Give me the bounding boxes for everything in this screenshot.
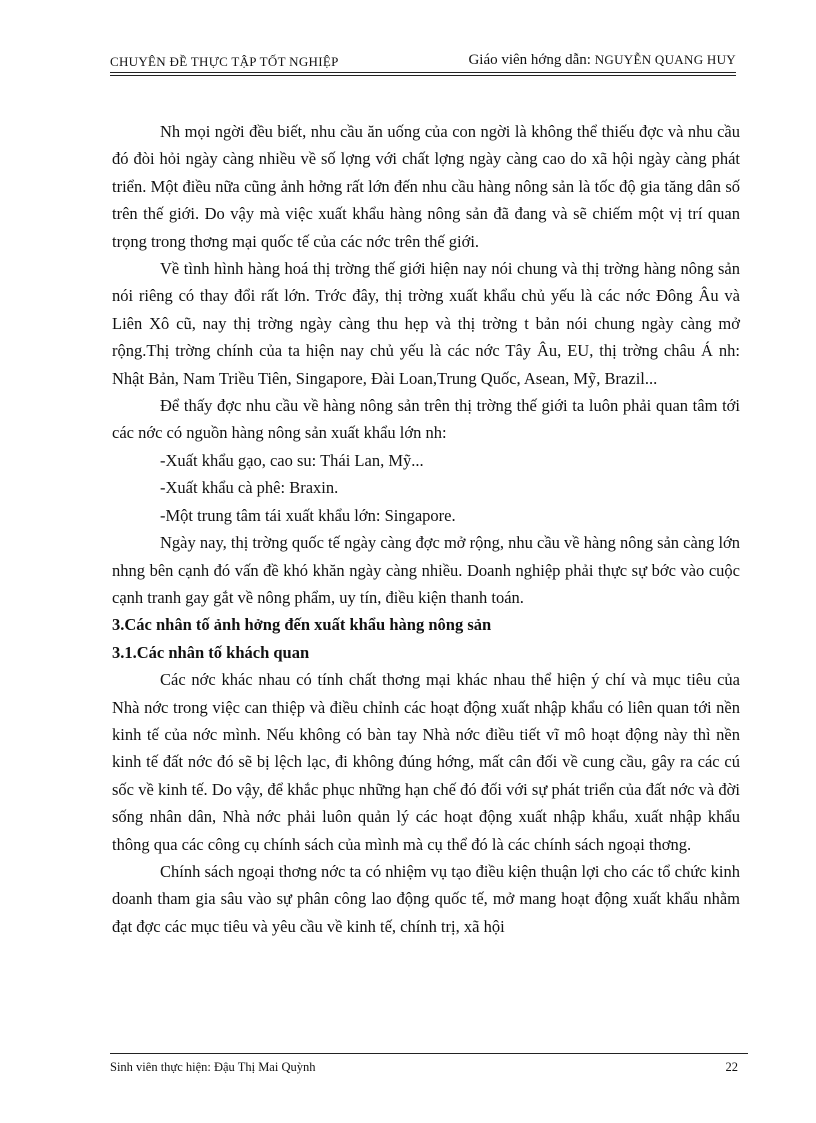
page-number: 22 — [725, 1060, 738, 1074]
section-heading: 3.Các nhân tố ảnh hởng đến xuất khẩu hàng nông sản — [112, 615, 492, 635]
paragraph: Để thấy đợc nhu cầu về hàng nông sản trên thị trờng thế giới ta luôn phải quan tâm tới các nớc có nguồn hàng nông sản xuất khẩu lớn nh: — [112, 396, 740, 443]
paragraph: Các nớc khác nhau có tính chất thơng mại khác nhau thể hiện ý chí và mục tiêu của Nhà nớc trong việc can thiệp và điều chỉnh các hoạt động xuất nhập khẩu có liên quan tới nền kinh tế của nớc mình. Nếu không có bàn tay Nhà nớc điều tiết vĩ mô hoạt động này thì nền kinh tế đất nớc đó sẽ bị lệch lạc, đi không đúng hớng, mất cân đối về cung cầu, gây ra các cú sốc về kinh tế. Do vậy, để khắc phục những hạn chế đó đối với sự phát triển của đất nớc và đời sống nhân dân, Nhà nớc phải luôn quản lý các hoạt động xuất nhập khẩu, xuất nhập khẩu thông qua các công cụ chính sách của mình mà cụ thể đó là các chính sách ngoại thơng. — [112, 670, 740, 854]
header-advisor — [468, 52, 736, 69]
subsection-heading: 3.1.Các nhân tố khách quan — [112, 642, 310, 662]
paragraph: Chính sách ngoại thơng nớc ta có nhiệm vụ tạo điều kiện thuận lợi cho các tổ chức kinh doanh tham gia sâu vào sự phân công lao động quốc tế, mở mang hoạt động xuất khẩu nhằm đạt đợc các mục tiêu và yêu cầu về kinh tế, chính trị, xã hội — [112, 861, 740, 936]
header-advisor-name: NGUYỄN QUANG HUY — [594, 52, 736, 67]
header-title: CHUYÊN ĐỀ THỰC TẬP TỐT NGHIỆP — [110, 54, 339, 69]
list-item: -Xuất khẩu cà phê: Braxin. — [160, 478, 339, 498]
page-header — [110, 52, 736, 72]
footer-rule — [110, 1053, 748, 1054]
paragraph: Về tình hình hàng hoá thị trờng thế giới hiện nay nói chung và thị trờng hàng nông sản nói riêng có thay đổi rất lớn. Trớc đây, thị trờng xuất khẩu chủ yếu là các nớc Đông Âu và Liên Xô cũ, nay thị trờng ngày càng thu hẹp và thị trờng t bản nói chung ngày càng mở rộng.Thị trờng chính của ta hiện nay chủ yếu là các nớc Tây Âu, EU, thị trờng châu Á nh: Nhật Bản, Nam Triều Tiên, Singapore, Đài Loan,Trung Quốc, Asean, Mỹ, Brazil... — [112, 259, 740, 388]
page-footer — [110, 1060, 738, 1075]
header-advisor-prefix: Giáo viên hớng dẫn: — [468, 52, 591, 68]
header-rule-bottom — [110, 75, 736, 76]
header-rule-top — [110, 72, 736, 73]
paragraph: Nh mọi ngời đều biết, nhu cầu ăn uống của con ngời là không thể thiếu đợc và nhu cầu đó đòi hỏi ngày càng nhiều về số lợng với chất lợng ngày càng cao do xã hội ngày càng phát triển. Một điều nữa cũng ảnh hởng rất lớn đến nhu cầu hàng nông sản là tốc độ gia tăng dân số trên thế giới. Do vậy mà việc xuất khẩu hàng nông sản đã đang và sẽ chiếm một vị trí quan trọng trong thơng mại quốc tế của các nớc trên thế giới. — [112, 122, 740, 251]
document-body — [112, 118, 740, 940]
list-item: -Xuất khẩu gạo, cao su: Thái Lan, Mỹ... — [160, 450, 424, 470]
list-item: -Một trung tâm tái xuất khẩu lớn: Singapore. — [160, 505, 456, 525]
paragraph: Ngày nay, thị trờng quốc tế ngày càng đợc mở rộng, nhu cầu về hàng nông sản càng lớn nhng bên cạnh đó vấn đề khó khăn ngày càng nhiều. Doanh nghiệp phải thực sự bớc vào cuộc cạnh tranh gay gắt về nông phẩm, uy tín, điều kiện thanh toán. — [112, 533, 741, 607]
footer-student: Sinh viên thực hiện: Đậu Thị Mai Quỳnh — [110, 1060, 316, 1074]
